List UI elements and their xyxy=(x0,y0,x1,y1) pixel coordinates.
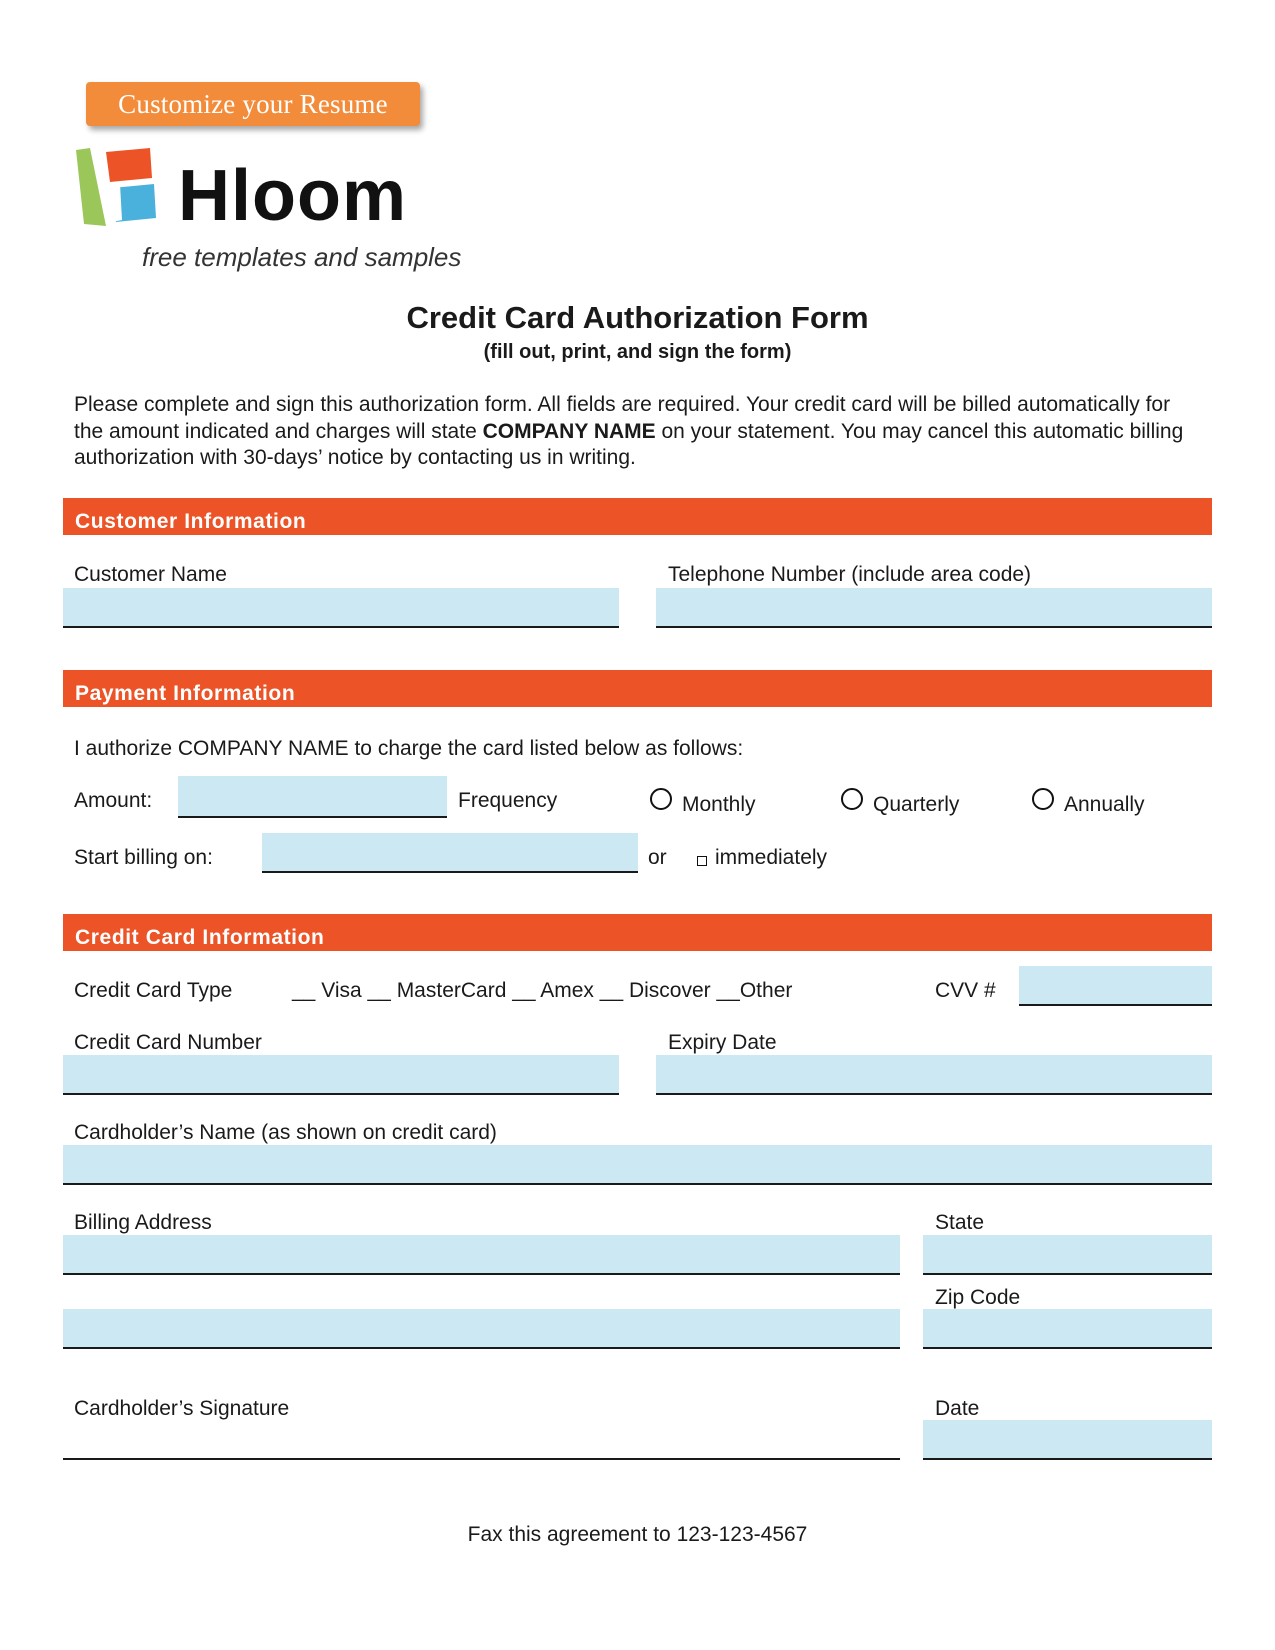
frequency-annually-label: Annually xyxy=(1064,793,1145,816)
frequency-annually-radio[interactable] xyxy=(1032,788,1054,810)
date-field[interactable] xyxy=(923,1420,1212,1460)
fax-instruction: Fax this agreement to 123-123-4567 xyxy=(467,1523,808,1546)
page-title: Credit Card Authorization Form xyxy=(406,300,869,335)
telephone-field[interactable] xyxy=(656,588,1212,628)
zip-code-field[interactable] xyxy=(923,1309,1212,1349)
signature-line[interactable] xyxy=(63,1420,900,1460)
billing-address-label: Billing Address xyxy=(74,1211,212,1234)
frequency-label: Frequency xyxy=(458,789,558,812)
start-billing-label: Start billing on: xyxy=(74,846,213,869)
logo-tagline: free templates and samples xyxy=(142,242,462,272)
start-billing-field[interactable] xyxy=(262,833,638,873)
amount-field[interactable] xyxy=(178,776,447,818)
frequency-quarterly-radio[interactable] xyxy=(841,788,863,810)
date-label: Date xyxy=(935,1397,980,1420)
hloom-logo-icon xyxy=(76,148,162,230)
cardholder-name-label: Cardholder’s Name (as shown on credit card) xyxy=(74,1121,497,1144)
amount-label: Amount: xyxy=(74,789,153,812)
card-type-options[interactable]: __ Visa __ MasterCard __ Amex __ Discover __Other xyxy=(292,979,793,1002)
customize-resume-button[interactable]: Customize your Resume xyxy=(86,82,420,126)
card-number-field[interactable] xyxy=(63,1055,619,1095)
state-label: State xyxy=(935,1211,985,1234)
company-name-bold: COMPANY NAME xyxy=(482,419,656,443)
expiry-date-field[interactable] xyxy=(656,1055,1212,1095)
customer-name-field[interactable] xyxy=(63,588,619,628)
cvv-field[interactable] xyxy=(1019,966,1212,1006)
frequency-quarterly-label: Quarterly xyxy=(873,793,960,816)
logo-wordmark: Hloom xyxy=(178,156,407,236)
or-label: or xyxy=(648,846,667,869)
immediately-checkbox[interactable] xyxy=(697,856,707,866)
frequency-monthly-label: Monthly xyxy=(682,793,756,816)
card-section-header: Credit Card Information xyxy=(63,914,1212,951)
zip-code-label: Zip Code xyxy=(935,1286,1021,1309)
cvv-label: CVV # xyxy=(935,979,996,1002)
card-type-label: Credit Card Type xyxy=(74,979,233,1002)
customer-name-label: Customer Name xyxy=(74,563,227,586)
authorize-text: I authorize COMPANY NAME to charge the card listed below as follows: xyxy=(74,737,744,760)
immediately-label: immediately xyxy=(715,846,828,869)
intro-paragraph: Please complete and sign this authorization form. All fields are required. Your credit card will be billed automatically for the amount indicated and charges will state COMPANY NAME on your statement. You may cancel this automatic billing authorization with 30-days’ notice by contacting us in writing. xyxy=(74,393,1184,469)
card-number-label: Credit Card Number xyxy=(74,1031,262,1054)
signature-label: Cardholder’s Signature xyxy=(74,1397,290,1420)
page-subtitle: (fill out, print, and sign the form) xyxy=(483,341,792,363)
expiry-date-label: Expiry Date xyxy=(668,1031,777,1054)
customer-section-header: Customer Information xyxy=(63,498,1212,535)
frequency-monthly-radio[interactable] xyxy=(650,788,672,810)
state-field[interactable] xyxy=(923,1235,1212,1275)
cardholder-name-field[interactable] xyxy=(63,1145,1212,1185)
billing-address-field-1[interactable] xyxy=(63,1235,900,1275)
billing-address-field-2[interactable] xyxy=(63,1309,900,1349)
telephone-label: Telephone Number (include area code) xyxy=(668,563,1032,586)
payment-section-header: Payment Information xyxy=(63,670,1212,707)
